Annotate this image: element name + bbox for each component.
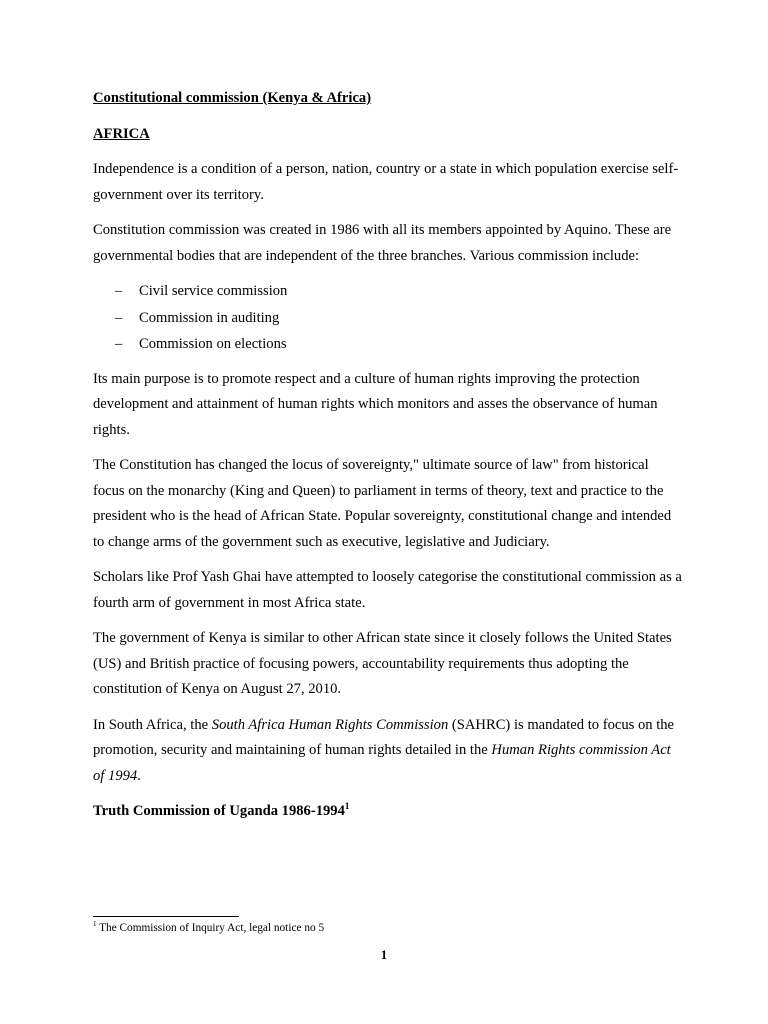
sahrc-name: South Africa Human Rights Commission	[211, 716, 449, 733]
sa-text-2: (SAHRC) is mandated to focus on the promotion, security and maintaining of human rights detailed in the	[93, 716, 675, 758]
sa-text-1: In South Africa, the	[93, 716, 212, 733]
paragraph-locus-of-sovereignty: The Constitution has changed the locus of sovereignty," ultimate source of law" from historical focus on the monarchy (King and Queen) to parliament in terms of theory, text and practice to the president who is the head of African State. Popular sovereignty, constitutional change and intended to change arms of the government such as executive, legislative and Judiciary.	[93, 457, 672, 550]
list-item	[93, 332, 683, 359]
footnote-text: The Commission of Inquiry Act, legal notice no 5	[99, 922, 325, 934]
paragraph-yash-ghai: Scholars like Prof Yash Ghai have attempted to loosely categorise the constitutional commission as a fourth arm of government in most Africa state.	[93, 569, 682, 611]
document-title: Constitutional commission (Kenya & Africa)	[93, 90, 372, 106]
paragraph-south-africa	[93, 713, 683, 790]
footnote-reference[interactable]: 1	[344, 801, 350, 812]
act-name: Human Rights commission Act of 1994	[93, 742, 671, 784]
document-body	[93, 86, 683, 835]
list-item-label: Civil service commission	[139, 283, 288, 299]
commission-list	[93, 279, 683, 359]
uganda-heading	[93, 799, 683, 825]
paragraph-kenya-government: The government of Kenya is similar to other African state since it closely follows the United States (US) and British practice of focusing powers, accountability requirements thus adopting the constitution of Kenya on August 27, 2010.	[93, 630, 672, 697]
list-item-label: Commission in auditing	[139, 309, 280, 326]
page-number: 1	[380, 948, 388, 962]
paragraph-main-purpose: Its main purpose is to promote respect and a culture of human rights improving the protection development and attainment of human rights which monitors and asses the observance of human rights.	[93, 370, 658, 438]
sa-text-3: .	[137, 767, 141, 784]
footnote-separator	[93, 916, 239, 917]
list-dash: –	[115, 336, 123, 352]
section-heading-africa: AFRICA	[93, 125, 150, 142]
paragraph-constitution-commission: Constitution commission was created in 1986 with all its members appointed by Aquino. These are governmental bodies that are independent of the three branches. Various commission include:	[93, 222, 672, 264]
list-dash: –	[115, 309, 123, 326]
list-item-label: Commission on elections	[139, 336, 287, 352]
paragraph-independence: Independence is a condition of a person, nation, country or a state in which population exercise self-government over its territory.	[93, 161, 679, 203]
list-item	[93, 279, 683, 306]
footnote-marker: 1	[93, 920, 97, 929]
list-item	[93, 306, 683, 333]
footnote	[93, 920, 324, 936]
uganda-heading-text: Truth Commission of Uganda 1986-1994	[93, 803, 345, 819]
list-dash: –	[115, 283, 123, 299]
